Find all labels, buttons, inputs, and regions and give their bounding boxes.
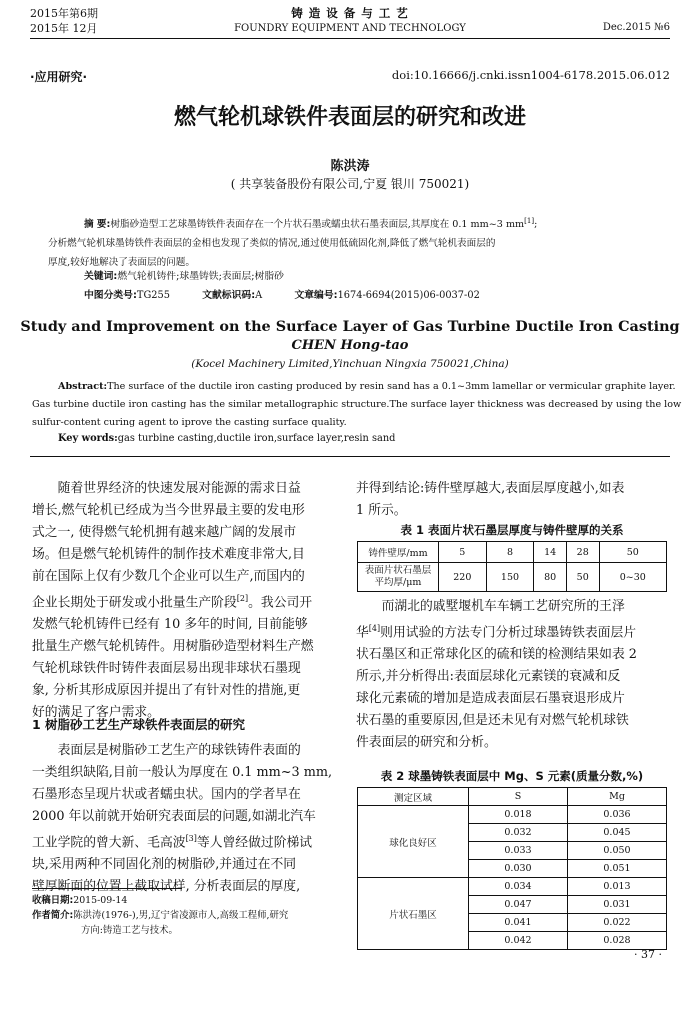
table1-cell: 50 [566,563,599,592]
table2-cell: 0.028 [568,932,667,950]
p3-line-6: 状石墨的重要原因,但是还未见有对燃气轮机球铁 [356,713,629,729]
doc-code-value: A [255,290,263,301]
title-cn: 燃气轮机球铁件表面层的研究和改进 [173,105,526,130]
p3-line-7: 件表面层的研究和分析。 [356,735,497,751]
header-issue-line2: 2015年 12月 [30,22,98,35]
p3-line-3: 状石墨区和正常球化区的硫和镁的检测结果如表 2 [356,647,637,663]
footnote-rule [32,888,182,889]
body-right-intro [356,478,668,522]
p2-line-1: 表面层是树脂砂工艺生产的球铁铸件表面的 [57,743,301,758]
header-rule [30,38,670,39]
r-line-2: 1 所示。 [356,503,407,518]
table2-group1-label: 球化良好区 [358,806,469,878]
header-issue [30,6,98,36]
abstract-cn [48,212,668,272]
table1-cell: 28 [566,542,599,563]
abstract-en-line3: sulfur-content curing agent to iprove the casting surface quality. [32,417,347,428]
clc-label: 中图分类号: [84,290,137,301]
article-no-label: 文章编号: [294,290,338,301]
p3-line-4: 所示,并分析得出:表面层球化元素镁的衰减和反 [356,669,621,685]
table2-cell: 0.033 [469,842,568,860]
abstract-en [32,378,682,432]
clc-value: TG255 [136,290,170,301]
table1-row1-label: 铸件壁厚/mm [358,542,439,563]
p2-line-4: 2000 年以前就开始研究表面层的问题,如湖北汽车 [32,809,316,824]
table2-header-row [358,788,667,806]
table2-caption: 表 2 球墨铸铁表面层中 Mg、S 元素(质量分数,%) [380,769,644,783]
table1-row2-label [358,563,439,592]
author-bio-line1: 陈洪涛(1976-),男,辽宁省凌源市人,高级工程师,研究 [73,910,289,921]
table2-header: 测定区域 [358,788,469,806]
table2-cell: 0.034 [469,878,568,896]
table1-cell: 8 [486,542,534,563]
p1-line-1: 随着世界经济的快速发展对能源的需求日益 [57,481,301,496]
r-line-1: 并得到结论:铸件壁厚越大,表面层厚度越小,如表 [356,481,625,496]
table1-row [358,542,667,563]
table1-row2-label-line1: 表面片状石墨层 [364,565,432,576]
header-journal-title: 铸 造 设 备 与 工 艺 [291,6,409,20]
p1-ref-2: [2] [236,594,249,603]
abstract-en-line2: Gas turbine ductile iron casting has the similar metallographic structure.The surface layer thickness was decreased by using the low [32,399,682,410]
table2-cell: 0.047 [469,896,568,914]
received-date: 2015-09-14 [73,895,128,906]
table1-cell: 150 [486,563,534,592]
header-issue-line1: 2015年第6期 [30,7,98,20]
p1-line-10: 象, 分析其形成原因并提出了有针对性的措施,更 [32,683,301,699]
p2-line-2: 一类组织缺陷,目前一般认为厚度在 0.1 mm~3 mm, [32,765,333,780]
p3-line-5: 球化元素硫的增加是造成表面层石墨衰退形成片 [356,691,625,707]
table2-row [358,878,667,896]
table1-cell: 220 [439,563,487,592]
p1-line-7: 发燃气轮机铸件已经有 10 多年的时间, 目前能够 [32,617,308,633]
author-cn: 陈洪涛 [330,159,370,174]
abstract-cn-line3: 厚度,较好地解决了表面层的问题。 [48,257,195,269]
p1-line-9: 气轮机球铁件时铸件表面层易出现非球状石墨现 [32,661,301,677]
p1-line-6-end: 。我公司开 [248,595,313,611]
table2-cell: 0.018 [469,806,568,824]
body-right-para3 [356,596,668,754]
table2-cell: 0.031 [568,896,667,914]
table2-cell: 0.013 [568,878,667,896]
table2-cell: 0.036 [568,806,667,824]
table2-cell: 0.030 [469,860,568,878]
table1-cell: 80 [534,563,567,592]
abstract-cn-label: 摘 要: [84,219,111,231]
abstract-cn-line1: 树脂砂造型工艺球墨铸铁件表面存在一个片状石墨或蠕虫状石墨表面层,其厚度在 0.1 mm~3 mm [110,219,525,231]
table1-caption: 表 1 表面片状石墨层厚度与铸件壁厚的关系 [400,523,624,537]
keywords-en-text: gas turbine casting,ductile iron,surface layer,resin sand [117,433,396,444]
p1-line-4: 场。但是燃气轮机铸件的制作技术难度非常大,目 [32,547,305,562]
footnote [32,893,288,938]
keywords-en-label: Key words: [58,433,118,444]
table2-header: S [469,788,568,806]
article-no-value: 1674-6694(2015)06-0037-02 [337,290,480,301]
abstract-en-label: Abstract: [58,381,108,392]
table2-row [358,806,667,824]
p2-line-7: 壁厚断面的位置上截取试样, 分析表面层的厚度, [32,879,301,895]
doi: doi:10.16666/j.cnki.issn1004-6178.2015.06.012 [391,68,670,82]
affiliation-cn: ( 共享装备股份有限公司,宁夏 银川 750021) [230,177,470,191]
table2-cell: 0.032 [469,824,568,842]
table2-cell: 0.045 [568,824,667,842]
table2-cell: 0.051 [568,860,667,878]
table1-row2-label-line2: 平均厚/μm [374,577,422,588]
classification [84,287,480,301]
table2-cell: 0.022 [568,914,667,932]
table2-cell: 0.041 [469,914,568,932]
author-bio-label: 作者简介: [32,910,74,921]
table2-header: Mg [568,788,667,806]
table2-cell: 0.050 [568,842,667,860]
p1-line-6: 企业长期处于研发或小批量生产阶段 [32,595,237,611]
table2-group2-label: 片状石墨区 [358,878,469,950]
header-date: Dec.2015 №6 [602,22,670,33]
table1-cell: 5 [439,542,487,563]
affiliation-en: (Kocel Machinery Limited,Yinchuan Ningxia 750021,China) [191,358,509,370]
author-en: CHEN Hong-tao [291,338,409,353]
table1-cell: 50 [599,542,667,563]
keywords-cn-text: 燃气轮机铸件;球墨铸铁;表面层;树脂砂 [117,271,284,282]
section1-heading: 1 树脂砂工艺生产球铁件表面层的研究 [32,717,246,732]
body-left-para1 [32,478,328,724]
abstract-cn-line2: 分析燃气轮机球墨铸铁件表面层的金相也发现了类似的情况,通过使用低硫固化剂,降低了燃气轮机表面层的 [48,238,496,250]
abstract-cn-line1-end: ; [534,219,538,231]
p2-line-5: 工业学院的曾大新、毛高波 [32,835,186,851]
table1-cell: 14 [534,542,567,563]
page-number: · 37 · [634,948,662,961]
abstract-cn-ref: [1] [524,217,535,225]
p1-line-11: 好的满足了客户需求。 [32,705,160,721]
received-label: 收稿日期: [32,895,74,906]
table1 [357,541,667,592]
table1-cell: 0~30 [599,563,667,592]
author-bio-line2: 方向:铸造工艺与技术。 [81,925,178,936]
abstract-en-line1: The surface of the ductile iron casting produced by resin sand has a 0.1~3mm lamellar or vermicular graphite layer. [107,381,676,392]
header-journal [200,6,500,36]
keywords-en [58,433,395,444]
p1-line-2: 增长,燃气轮机已经成为当今世界最主要的发电形 [32,503,305,518]
p2-line-6: 块,采用两种不同固化剂的树脂砂,并通过在不同 [32,857,297,873]
table2-cell: 0.042 [469,932,568,950]
p3-line-2-end: 则用试验的方法专门分析过球墨铸铁表面层片 [380,625,637,641]
section-tag: ·应用研究· [30,70,88,84]
doc-code-label: 文献标识码: [202,290,256,301]
p3-line-1: 而湖北的戚墅堰机车车辆工艺研究所的王泽 [381,599,625,614]
keywords-cn-label: 关键词: [84,271,118,282]
p1-line-8: 批量生产燃气轮机铸件。用树脂砂造型材料生产燃 [32,639,314,655]
abstract-rule [30,456,670,457]
p2-line-5-end: 等人曾经做过阶梯试 [196,835,313,851]
p2-ref-3: [3] [185,834,197,843]
table1-row [358,563,667,592]
p1-line-5: 前在国际上仅有少数几个企业可以生产,而国内的 [32,569,305,584]
p3-line-2: 华 [356,625,369,641]
p2-line-3: 石墨形态呈现片状或者蠕虫状。国内的学者早在 [32,787,301,802]
title-en: Study and Improvement on the Surface Layer of Gas Turbine Ductile Iron Casting [20,318,680,335]
keywords-cn [84,268,284,282]
p3-ref-4: [4] [368,624,381,633]
header-journal-subtitle: FOUNDRY EQUIPMENT AND TECHNOLOGY [234,23,466,34]
table2 [357,787,667,950]
p1-line-3: 式之一, 使得燃气轮机拥有越来越广阔的发展市 [32,525,297,540]
body-left-para2 [32,740,333,898]
